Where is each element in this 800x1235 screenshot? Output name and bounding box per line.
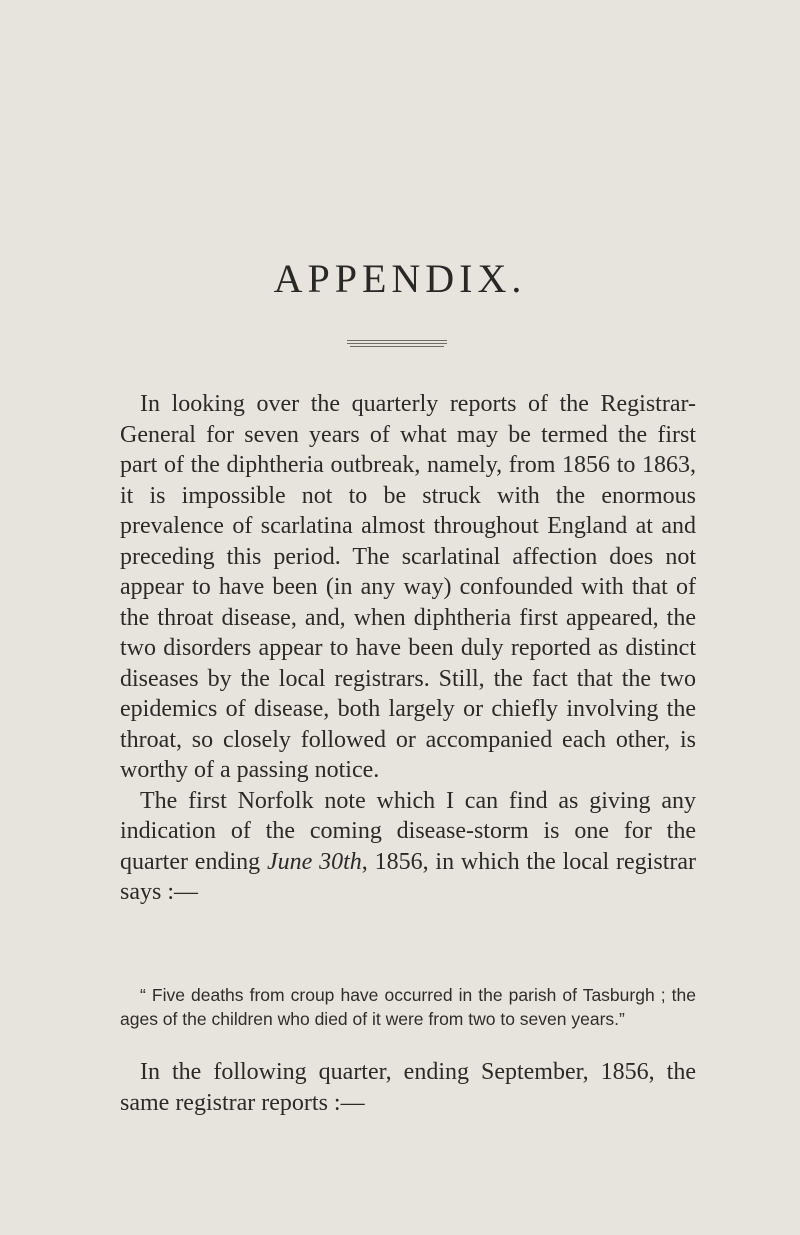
rule-line [347, 343, 447, 344]
page-title: APPENDIX. [273, 256, 527, 301]
rule-line [350, 346, 444, 347]
quotation-text: “ Five deaths from croup have occurred in the parish of Tasburgh ; the ages of the children who died of it were from two to seven years.” [120, 985, 696, 1029]
closing-text [120, 1057, 696, 1118]
paragraph-1: In looking over the quarterly reports of the Registrar-General for seven years of what may be termed the first part of the diphtheria outbreak, namely, from 1856 to 1863, it is impossible not to be struck with the enormous prevalence of scarlatina almost throughout England at and preceding this period. The scarlatinal affection does not appear to have been (in any way) confounded with that of the throat disease, and, when diphtheria first appeared, the two disorders appear to have been duly reported as distinct diseases by the local registrars. Still, the fact that the two epidemics of disease, both largely or chiefly involving the throat, so closely followed or accompanied each other, is worthy of a passing notice. [120, 391, 696, 783]
paragraph-2-end: , 1856, in which the local registrar says :— [120, 848, 696, 905]
date-italic: June 30th [266, 848, 362, 875]
main-text [120, 389, 696, 908]
paragraph-2-start: The first Norfolk note which I can find as giving any indication of the coming disease-storm is one for the quarter ending [120, 787, 696, 875]
rule-line [347, 340, 447, 341]
paragraph-3: In the following quarter, ending September, 1856, the same registrar reports :— [120, 1059, 696, 1116]
ornamental-rule [347, 340, 447, 346]
quotation-block [120, 983, 696, 1031]
paragraph-2 [120, 786, 696, 908]
